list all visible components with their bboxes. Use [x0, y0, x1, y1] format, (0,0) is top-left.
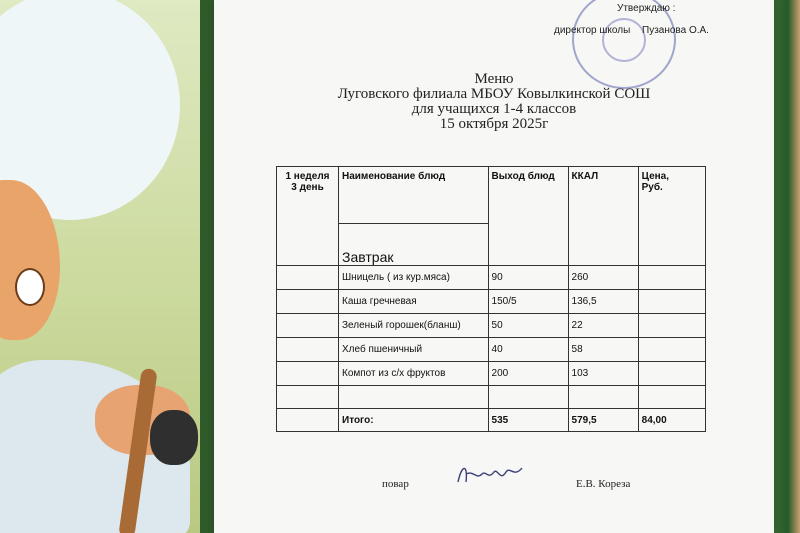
row-marker	[277, 409, 339, 432]
dish-name: Шницель ( из кур.мяса)	[339, 266, 489, 290]
blank-cell	[339, 386, 489, 409]
approval-role: директор школы	[554, 25, 631, 36]
row-marker	[277, 266, 339, 290]
week-day-cell	[277, 167, 339, 266]
dish-price	[638, 290, 705, 314]
menu-sheet	[214, 0, 774, 533]
dish-yield: 50	[488, 314, 568, 338]
table-row	[277, 314, 706, 338]
dish-kcal: 58	[568, 338, 638, 362]
total-label: Итого:	[339, 409, 489, 432]
board-edge-right	[770, 0, 800, 533]
dish-name: Зеленый горошек(бланш)	[339, 314, 489, 338]
col-header-yield: Выход блюд	[488, 167, 568, 266]
heading-line-1: Меню	[474, 71, 514, 87]
week-label: 1 неделя	[285, 171, 330, 182]
total-kcal: 579,5	[568, 409, 638, 432]
dish-kcal: 260	[568, 266, 638, 290]
dish-price	[638, 362, 705, 386]
heading-line-4: 15 октября 2025г	[439, 116, 549, 132]
approval-title: Утверждаю :	[617, 3, 676, 14]
row-marker	[277, 338, 339, 362]
blank-row	[277, 386, 706, 409]
dish-yield: 200	[488, 362, 568, 386]
col-header-price	[638, 167, 705, 266]
dish-kcal: 22	[568, 314, 638, 338]
table-row	[277, 266, 706, 290]
cook-name: Е.В. Кореза	[576, 478, 631, 490]
table-row	[277, 338, 706, 362]
cook-signature	[454, 460, 524, 488]
row-marker	[277, 362, 339, 386]
dish-kcal: 103	[568, 362, 638, 386]
table-row	[277, 362, 706, 386]
pepper-shaker	[150, 410, 198, 465]
dish-price	[638, 338, 705, 362]
total-price: 84,00	[638, 409, 705, 432]
menu-table	[276, 166, 706, 432]
blank-cell	[638, 386, 705, 409]
table-row	[277, 290, 706, 314]
total-yield: 535	[488, 409, 568, 432]
dish-yield: 90	[488, 266, 568, 290]
blank-cell	[277, 386, 339, 409]
col-header-kcal: ККАЛ	[568, 167, 638, 266]
dish-price	[638, 266, 705, 290]
table-header-row	[277, 167, 706, 224]
dish-name: Хлеб пшеничный	[339, 338, 489, 362]
approval-name: Пузанова О.А.	[642, 25, 709, 36]
day-label: 3 день	[291, 182, 324, 193]
dish-name: Каша гречневая	[339, 290, 489, 314]
chef-eye	[15, 268, 45, 306]
cook-label: повар	[382, 478, 409, 490]
price-label-1: Цена,	[641, 171, 670, 182]
dish-yield: 150/5	[488, 290, 568, 314]
chef-poster	[0, 0, 215, 533]
blank-cell	[488, 386, 568, 409]
col-header-dish: Наименование блюд	[339, 167, 489, 224]
dish-kcal: 136,5	[568, 290, 638, 314]
meal-label: Завтрак	[339, 224, 489, 266]
heading-line-2: Луговского филиала МБОУ Ковылкинской СОШ	[337, 86, 651, 102]
dish-name: Компот из с/х фруктов	[339, 362, 489, 386]
price-label-2: Руб.	[641, 182, 663, 193]
dish-yield: 40	[488, 338, 568, 362]
row-marker	[277, 314, 339, 338]
total-row	[277, 409, 706, 432]
dish-price	[638, 314, 705, 338]
heading-line-3: для учащихся 1-4 классов	[411, 101, 577, 117]
blank-cell	[568, 386, 638, 409]
menu-heading	[214, 72, 774, 132]
row-marker	[277, 290, 339, 314]
